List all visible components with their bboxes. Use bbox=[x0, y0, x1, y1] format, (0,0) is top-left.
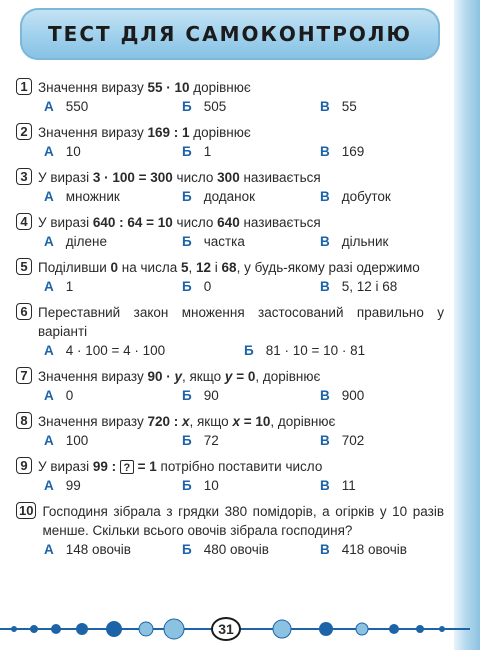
task-question: Поділивши 0 на числа 5, 12 і 68, у будь-якому разі одержимо bbox=[38, 260, 420, 275]
task-8 bbox=[16, 412, 444, 450]
answer-option-c[interactable]: В 900 bbox=[320, 388, 365, 403]
task-10 bbox=[16, 502, 444, 559]
answer-option-b[interactable]: Б 90 bbox=[182, 388, 219, 403]
test-content bbox=[16, 78, 444, 566]
task-question: Господиня зібрала з грядки 380 помідорів, а огірків у 10 разів менше. Скільки всього овочів зібрала господиня? bbox=[42, 504, 444, 538]
answer-option-a[interactable]: А 10 bbox=[44, 144, 81, 159]
answer-option-c[interactable]: В 55 bbox=[320, 99, 357, 114]
task-2 bbox=[16, 123, 444, 161]
footer-dot bbox=[30, 625, 38, 633]
footer-dot bbox=[273, 620, 291, 638]
task-number: 7 bbox=[16, 367, 32, 384]
page-number: 31 bbox=[211, 617, 241, 641]
task-question: Значення виразу 169 : 1 дорівнює bbox=[38, 125, 251, 140]
answer-option-a[interactable]: А 99 bbox=[44, 478, 81, 493]
task-6 bbox=[16, 303, 444, 360]
task-number: 3 bbox=[16, 168, 32, 185]
task-9 bbox=[16, 457, 444, 495]
footer-dot bbox=[11, 626, 17, 632]
task-4 bbox=[16, 213, 444, 251]
footer-dot bbox=[319, 622, 333, 636]
answer-option-a[interactable]: А 100 bbox=[44, 433, 89, 448]
task-question: У виразі 640 : 64 = 10 число 640 називається bbox=[38, 215, 321, 230]
task-question: Значення виразу 55 · 10 дорівнює bbox=[38, 80, 251, 95]
footer-dot bbox=[139, 622, 153, 636]
answer-option-b[interactable]: Б доданок bbox=[182, 189, 256, 204]
task-number: 2 bbox=[16, 123, 32, 140]
answer-option-b[interactable]: Б частка bbox=[182, 234, 245, 249]
footer-dot bbox=[356, 623, 368, 635]
answer-option-c[interactable]: В 418 овочів bbox=[320, 542, 407, 557]
footer-dot bbox=[439, 626, 445, 632]
task-question: Значення виразу 90 · y, якщо y = 0, дорівнює bbox=[38, 369, 321, 384]
footer-dot bbox=[164, 619, 184, 639]
answer-option-c[interactable]: В 169 bbox=[320, 144, 365, 159]
task-number: 5 bbox=[16, 258, 32, 275]
task-number: 9 bbox=[16, 457, 32, 474]
footer-dot bbox=[416, 625, 424, 633]
answer-option-a[interactable]: А 550 bbox=[44, 99, 89, 114]
footer-dot bbox=[51, 624, 61, 634]
answer-option-b[interactable]: Б 505 bbox=[182, 99, 227, 114]
answer-option-c[interactable]: В 11 bbox=[320, 478, 356, 493]
title-banner bbox=[20, 8, 440, 60]
task-number: 10 bbox=[16, 502, 36, 519]
task-number: 6 bbox=[16, 303, 32, 320]
footer-decoration bbox=[0, 600, 480, 644]
answer-option-a[interactable]: А 0 bbox=[44, 388, 74, 403]
task-question: Переставний закон множення застосований правильно у варіанті bbox=[38, 305, 444, 339]
answer-option-c[interactable]: В добуток bbox=[320, 189, 391, 204]
answer-option-c[interactable]: В 5, 12 і 68 bbox=[320, 279, 398, 294]
answer-option-b[interactable]: Б 10 bbox=[182, 478, 219, 493]
task-1 bbox=[16, 78, 444, 116]
task-3 bbox=[16, 168, 444, 206]
task-5 bbox=[16, 258, 444, 296]
task-number: 1 bbox=[16, 78, 32, 95]
task-number: 8 bbox=[16, 412, 32, 429]
answer-option-a[interactable]: А ділене bbox=[44, 234, 107, 249]
missing-number-box: ? bbox=[120, 460, 134, 474]
task-number: 4 bbox=[16, 213, 32, 230]
answer-option-a[interactable]: А 148 овочів bbox=[44, 542, 131, 557]
page-edge-decoration bbox=[454, 0, 480, 650]
task-question: Значення виразу 720 : x, якщо x = 10, дорівнює bbox=[38, 414, 336, 429]
answer-option-b[interactable]: Б 81 · 10 = 10 · 81 bbox=[244, 343, 366, 358]
footer-dot bbox=[76, 623, 88, 635]
answer-option-a[interactable]: А множник bbox=[44, 189, 120, 204]
footer-dot bbox=[106, 621, 122, 637]
answer-option-a[interactable]: А 4 · 100 = 4 · 100 bbox=[44, 343, 166, 358]
task-7 bbox=[16, 367, 444, 405]
task-question: У виразі 3 · 100 = 300 число 300 називається bbox=[38, 170, 321, 185]
answer-option-b[interactable]: Б 72 bbox=[182, 433, 219, 448]
answer-option-b[interactable]: Б 480 овочів bbox=[182, 542, 269, 557]
answer-option-b[interactable]: Б 0 bbox=[182, 279, 212, 294]
answer-option-a[interactable]: А 1 bbox=[44, 279, 74, 294]
answer-option-b[interactable]: Б 1 bbox=[182, 144, 212, 159]
answer-option-c[interactable]: В 702 bbox=[320, 433, 365, 448]
task-question: У виразі 99 : ? = 1 потрібно поставити число bbox=[38, 459, 323, 475]
page-title: ТЕСТ ДЛЯ САМОКОНТРОЛЮ bbox=[48, 22, 412, 46]
footer-dot bbox=[389, 624, 399, 634]
answer-option-c[interactable]: В дільник bbox=[320, 234, 389, 249]
